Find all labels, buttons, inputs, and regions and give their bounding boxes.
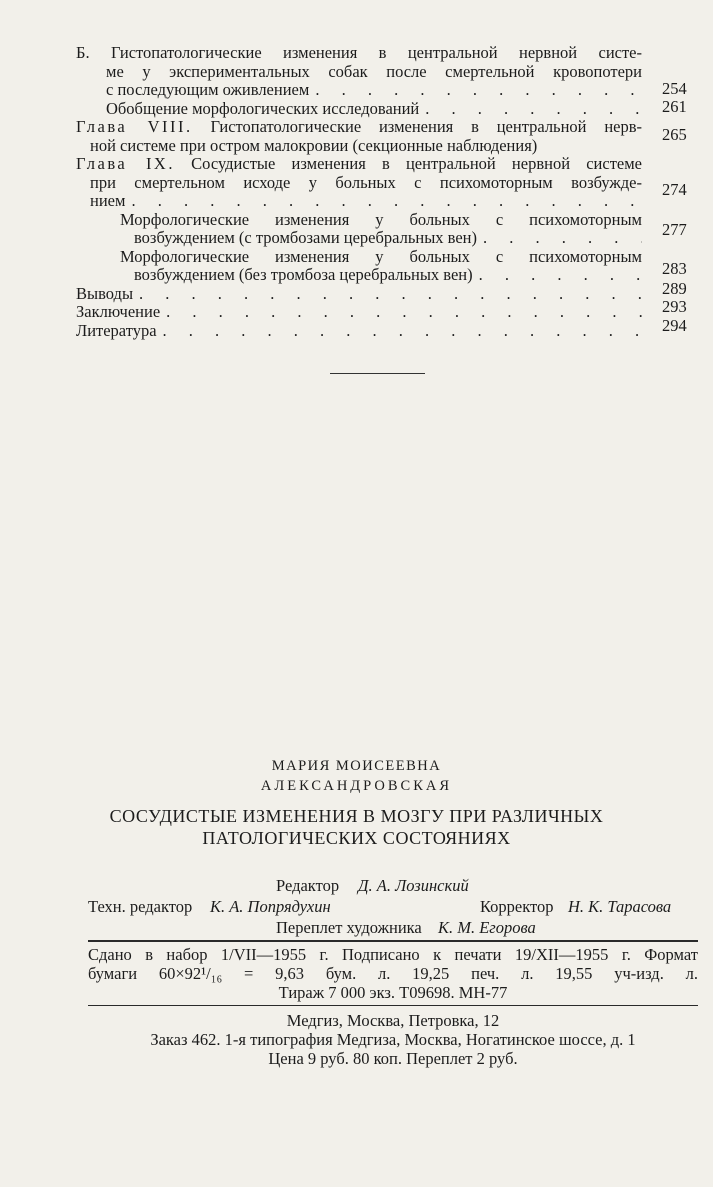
toc-entry (76, 96, 687, 119)
print-info-line: Сдано в набор 1/VII—1955 г. Подписано к печати 19/XII—1955 г. Формат (88, 945, 698, 964)
page-number: 265 (662, 125, 687, 144)
toc-line: при смертельном исходе у больных с психомоторным возбужде- (90, 172, 642, 192)
toc-entry (76, 209, 687, 248)
page-number: 283 (662, 258, 687, 278)
toc-line-with-leader (106, 81, 642, 100)
toc-line-with-leader (76, 322, 642, 341)
credits (88, 875, 698, 938)
toc-line-with-leader (76, 285, 642, 304)
toc-line-with-label (76, 155, 642, 174)
dot-leader (125, 192, 642, 211)
toc-line: Обобщение морфологических исследований (106, 98, 420, 118)
dot-leader (160, 303, 642, 322)
book-title-line: ПАТОЛОГИЧЕСКИХ СОСТОЯНИЯХ (202, 828, 511, 848)
author-surname: АЛЕКСАНДРОВСКАЯ (260, 778, 453, 794)
corrector-label: Корректор (480, 897, 554, 916)
binding-name: К. М. Егорова (438, 918, 536, 937)
toc-line: ной системе при остром малокровии (секционные наблюдения) (90, 135, 538, 155)
toc-line-with-leader (76, 192, 642, 211)
toc-line: Литература (76, 320, 157, 340)
page-number: 274 (662, 180, 687, 199)
book-title (0, 805, 713, 849)
toc-line-with-leader (134, 229, 642, 248)
section-divider (330, 373, 425, 374)
toc-line: ме у экспериментальных собак после смертельной кровопотери (106, 61, 642, 81)
table-of-contents (76, 43, 687, 340)
toc-line: с последующим оживлением (106, 80, 310, 99)
toc-line-with-label (76, 118, 642, 137)
toc-line: Б. Гистопатологические изменения в центральной нервной систе- (76, 43, 642, 62)
dot-leader (157, 322, 642, 341)
author-first-name: МАРИЯ МОИСЕЕВНА (271, 758, 442, 774)
toc-entry (76, 246, 687, 285)
toc-entry (76, 43, 687, 100)
chapter-label: Глава IX. (76, 154, 175, 173)
credit-editor (88, 875, 698, 896)
tech-editor-label: Техн. редактор (88, 897, 193, 916)
toc-line: возбуждением (с тромбозами церебральных вен) (134, 228, 478, 247)
print-info-line: Тираж 7 000 экз. Т09698. МН-77 (278, 983, 508, 1002)
toc-line-with-leader (76, 303, 642, 322)
toc-line: Сосудистые изменения в центральной нервной системе (191, 154, 642, 173)
tech-editor-name: К. А. Попрядухин (210, 897, 331, 916)
print-info (88, 945, 698, 1002)
toc-entry-chapter (76, 117, 687, 155)
publisher-address: Медгиз, Москва, Петровка, 12 (286, 1011, 500, 1030)
toc-line: возбуждением (без тромбоза церебральных вен) (134, 265, 473, 284)
editor-label: Редактор (276, 876, 340, 895)
price-info: Цена 9 руб. 80 коп. Переплет 2 руб. (268, 1049, 518, 1068)
page-number: 293 (662, 297, 687, 316)
print-info-line: бумаги 60×92¹/₁₆ = 9,63 бум. л. 19,25 печ. л. 19,55 уч-изд. л. (88, 964, 698, 983)
toc-entry (76, 297, 687, 322)
corrector-name: Н. К. Тарасова (568, 897, 672, 916)
toc-line: Выводы (76, 283, 134, 303)
toc-line: Морфологические изменения у больных с психомоторным (120, 246, 642, 266)
toc-line-with-leader (134, 266, 642, 285)
colophon-rule (88, 1005, 698, 1006)
dot-leader (419, 100, 642, 119)
page-number: 261 (662, 96, 687, 116)
colophon-rule (88, 940, 698, 942)
credit-tech-editor (88, 896, 698, 917)
toc-line-with-leader (106, 100, 642, 119)
toc-line: нием (90, 191, 126, 210)
publisher-info (88, 1011, 698, 1068)
dot-leader (309, 81, 642, 100)
page-number: 277 (662, 219, 687, 239)
dot-leader (473, 266, 642, 285)
editor-name: Д. А. Лозинский (358, 876, 469, 895)
toc-entry-chapter (76, 154, 687, 211)
page-number: 294 (662, 315, 687, 335)
chapter-label: Глава VIII. (76, 117, 193, 136)
page-number: 289 (662, 278, 687, 298)
dot-leader (477, 229, 642, 248)
toc-line: Гистопатологические изменения в центральной нерв- (210, 117, 643, 136)
toc-entry (76, 278, 687, 304)
dot-leader (133, 285, 642, 304)
order-info: Заказ 462. 1-я типография Медгиза, Москва, Ногатинское шоссе, д. 1 (150, 1030, 636, 1049)
toc-entry (76, 315, 687, 341)
toc-line: Заключение (76, 302, 161, 321)
page-number: 254 (662, 79, 687, 98)
book-title-line: СОСУДИСТЫЕ ИЗМЕНЕНИЯ В МОЗГУ ПРИ РАЗЛИЧНЫХ (109, 806, 604, 826)
credit-binding (88, 917, 698, 938)
binding-label: Переплет художника (276, 918, 422, 937)
toc-line: Морфологические изменения у больных с психомоторным (120, 209, 642, 229)
